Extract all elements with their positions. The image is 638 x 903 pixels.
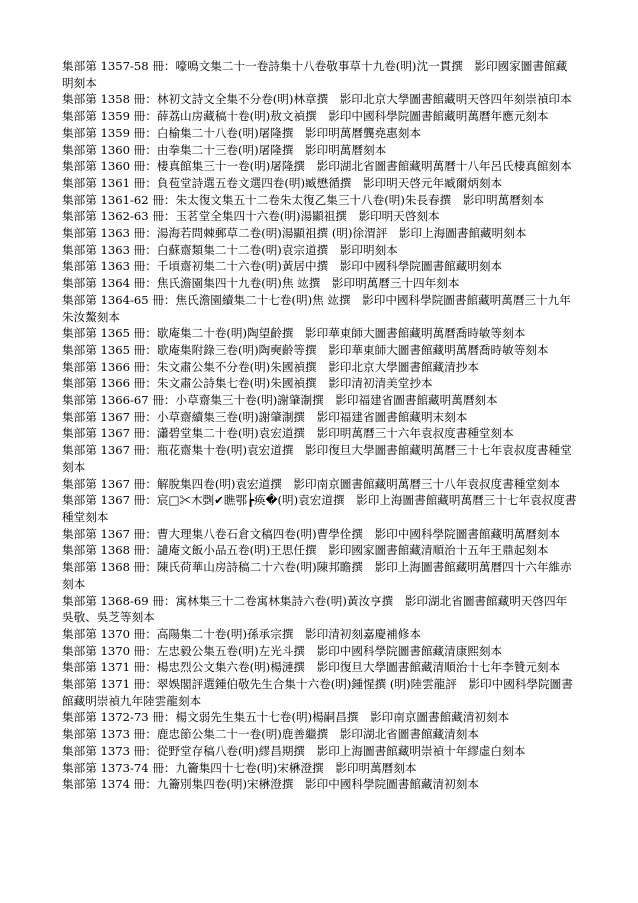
catalog-entry: 集部第 1359 冊：薛荔山房藏稿十卷(明)敖文禎撰 影印中國科學院圖書館藏明萬曆年應元刻本 [62,109,549,124]
catalog-entry: 集部第 1368 冊：譴庵文飯小品五卷(明)王思任撰 影印國家圖書館藏清順治十五年王鼎起刻本 [62,543,549,558]
catalog-entry: 集部第 1372-73 冊：楊文弱先生集五十七卷(明)楊嗣昌撰 影印南京圖書館藏清初刻本 [62,710,510,725]
catalog-entry: 集部第 1373-74 冊：九籥集四十七卷(明)宋楙澄撰 影印明萬曆刻本 [62,760,417,775]
catalog-entry: 集部第 1371 冊：楊忠烈公文集六卷(明)楊漣撰 影印復旦大學圖書館藏清順治十七年李贊元刻本 [62,660,561,675]
catalog-entry: 集部第 1361-62 冊：朱太復文集五十二卷朱太復乙集三十八卷(明)朱長春撰 影印明萬曆刻本 [62,192,544,207]
catalog-entry: 集部第 1365 冊：歇庵集二十卷(明)陶望齡撰 影印華東師大圖書館藏明萬曆喬時敏等刻本 [62,326,526,341]
catalog-entry: 集部第 1370 冊：高陽集二十卷(明)孫承宗撰 影印清初刻嘉慶補修本 [62,626,421,641]
catalog-entry: 集部第 1367 冊：曹大理集八卷石倉文稿四卷(明)曹學佺撰 影印中國科學院圖書館藏明萬曆刻本 [62,526,561,541]
catalog-entry: 集部第 1367 冊：小草齋續集三卷(明)謝肇淛撰 影印福建省圖書館藏明末刻本 [62,409,468,424]
catalog-entry: 集部第 1367 冊：解脫集四卷(明)袁宏道撰 影印南京圖書館藏明萬曆三十八年袁叔度書種堂刻本 [62,476,561,491]
catalog-entry: 集部第 1360 冊：由拳集二十三卷(明)屠隆撰 影印明萬曆刻本 [62,142,387,157]
catalog-entry: 集部第 1358 冊：林初文詩文全集不分卷(明)林章撰 影印北京大學圖書館藏明天啓四年刻崇禎印本 [62,92,572,107]
catalog-entry: 集部第 1362-63 冊：玉茗堂全集四十六卷(明)湯顯祖撰 影印明天啓刻本 [62,209,440,224]
catalog-entry: 集部第 1368 冊：陳氏荷華山房詩稿二十六卷(明)陳邦瞻撰 影印上海圖書館藏明萬曆四十六年維赤刻本 [62,560,572,591]
catalog-entry: 集部第 1357-58 冊：嚎鳴文集二十一卷詩集十八卷敬事草十九卷(明)沈一貫撰 影印國家圖書館藏明刻本 [62,59,568,90]
catalog-entry: 集部第 1363 冊：白蘇齋類集二十二卷(明)袁宗道撰 影印明刻本 [62,242,398,257]
catalog-entry: 集部第 1360 冊：棲真館集三十一卷(明)屠隆撰 影印湖北省圖書館藏明萬曆十八年呂氏棲真館刻本 [62,159,572,174]
catalog-entry: 集部第 1366 冊：朱文肅公集不分卷(明)朱國禎撰 影印北京大學圖書館藏清抄本 [62,359,479,374]
catalog-entry: 集部第 1359 冊：白榆集二十八卷(明)屠隆撰 影印明萬曆龔堯惠刻本 [62,125,421,140]
catalog-entry: 集部第 1366-67 冊：小草齋集三十卷(明)謝肇淛撰 影印福建省圖書館藏明萬曆刻本 [62,393,498,408]
catalog-entry: 集部第 1366 冊：朱文肅公詩集七卷(明)朱國禎撰 影印清初清美堂抄本 [62,376,433,391]
catalog-entry: 集部第 1370 冊：左忠毅公集五卷(明)左光斗撰 影印中國科學院圖書館藏清康熙刻本 [62,643,503,658]
catalog-entry: 集部第 1364 冊：焦氏澹園集四十九卷(明)焦 竑撰 影印明萬曆三十四年刻本 [62,276,460,291]
catalog-entry: 集部第 1364-65 冊：焦氏澹園續集二十七卷(明)焦 竑撰 影印中國科學院圖書館藏明萬曆三十九年朱汝鰲刻本 [62,292,571,324]
catalog-entry: 集部第 1367 冊：瓶花齋集十卷(明)袁宏道撰 影印復旦大學圖書館藏明萬曆三十七年袁叔度書種堂刻本 [62,443,572,474]
catalog-entry: 集部第 1373 冊：鹿忠節公集二十一卷(明)鹿善繼撰 影印湖北省圖書館藏清刻本 [62,727,479,742]
catalog-entry: 集部第 1363 冊：千頃齋初集二十六卷(明)黃居中撰 影印中國科學院圖書館藏明刻本 [62,259,503,274]
catalog-entry: 集部第 1374 冊：九籥別集四卷(明)宋楙澄撰 影印中國科學院圖書館藏清初刻本 [62,777,479,792]
catalog-entry: 集部第 1371 冊：翠娛閣評選鍾伯敬先生合集十六卷(明)鍾惺撰 (明)陸雲龍評 影印中國科學院圖書館藏明崇禎九年陸雲龍刻本 [62,677,573,708]
catalog-entry: 集部第 1365 冊：歇庵集附錄三卷(明)陶奭齡等撰 影印華東師大圖書館藏明萬曆喬時敏等刻本 [62,342,549,357]
catalog-page [62,58,578,793]
catalog-entry: 集部第 1363 冊：湯海若問棘郵草二卷(明)湯顯祖撰 (明)徐渭評 影印上海圖書館藏明刻本 [62,226,527,241]
catalog-entry: 集部第 1361 冊：負苞堂詩選五卷文選四卷(明)臧懋循撰 影印明天啓元年臧爾炳刻本 [62,175,503,190]
catalog-entry: 集部第 1367 冊：宸□✂木㓸✔瞧鄂┢痪�(明)袁宏道撰 影印上海圖書館藏明萬曆三十七年袁叔度書種堂刻本 [62,493,577,524]
catalog-entry: 集部第 1368-69 冊：寓林集三十二卷寓林集詩六卷(明)黃汝亨撰 影印湖北省圖書館藏明天啓四年吳敬、吳芝等刻本 [62,593,568,625]
catalog-entry: 集部第 1373 冊：從野堂存稿八卷(明)繆昌期撰 影印上海圖書館藏明崇禎十年繆虛白刻本 [62,743,526,758]
catalog-entry: 集部第 1367 冊：瀟碧堂集二十卷(明)袁宏道撰 影印明萬曆三十六年袁叔度書種堂刻本 [62,426,514,441]
